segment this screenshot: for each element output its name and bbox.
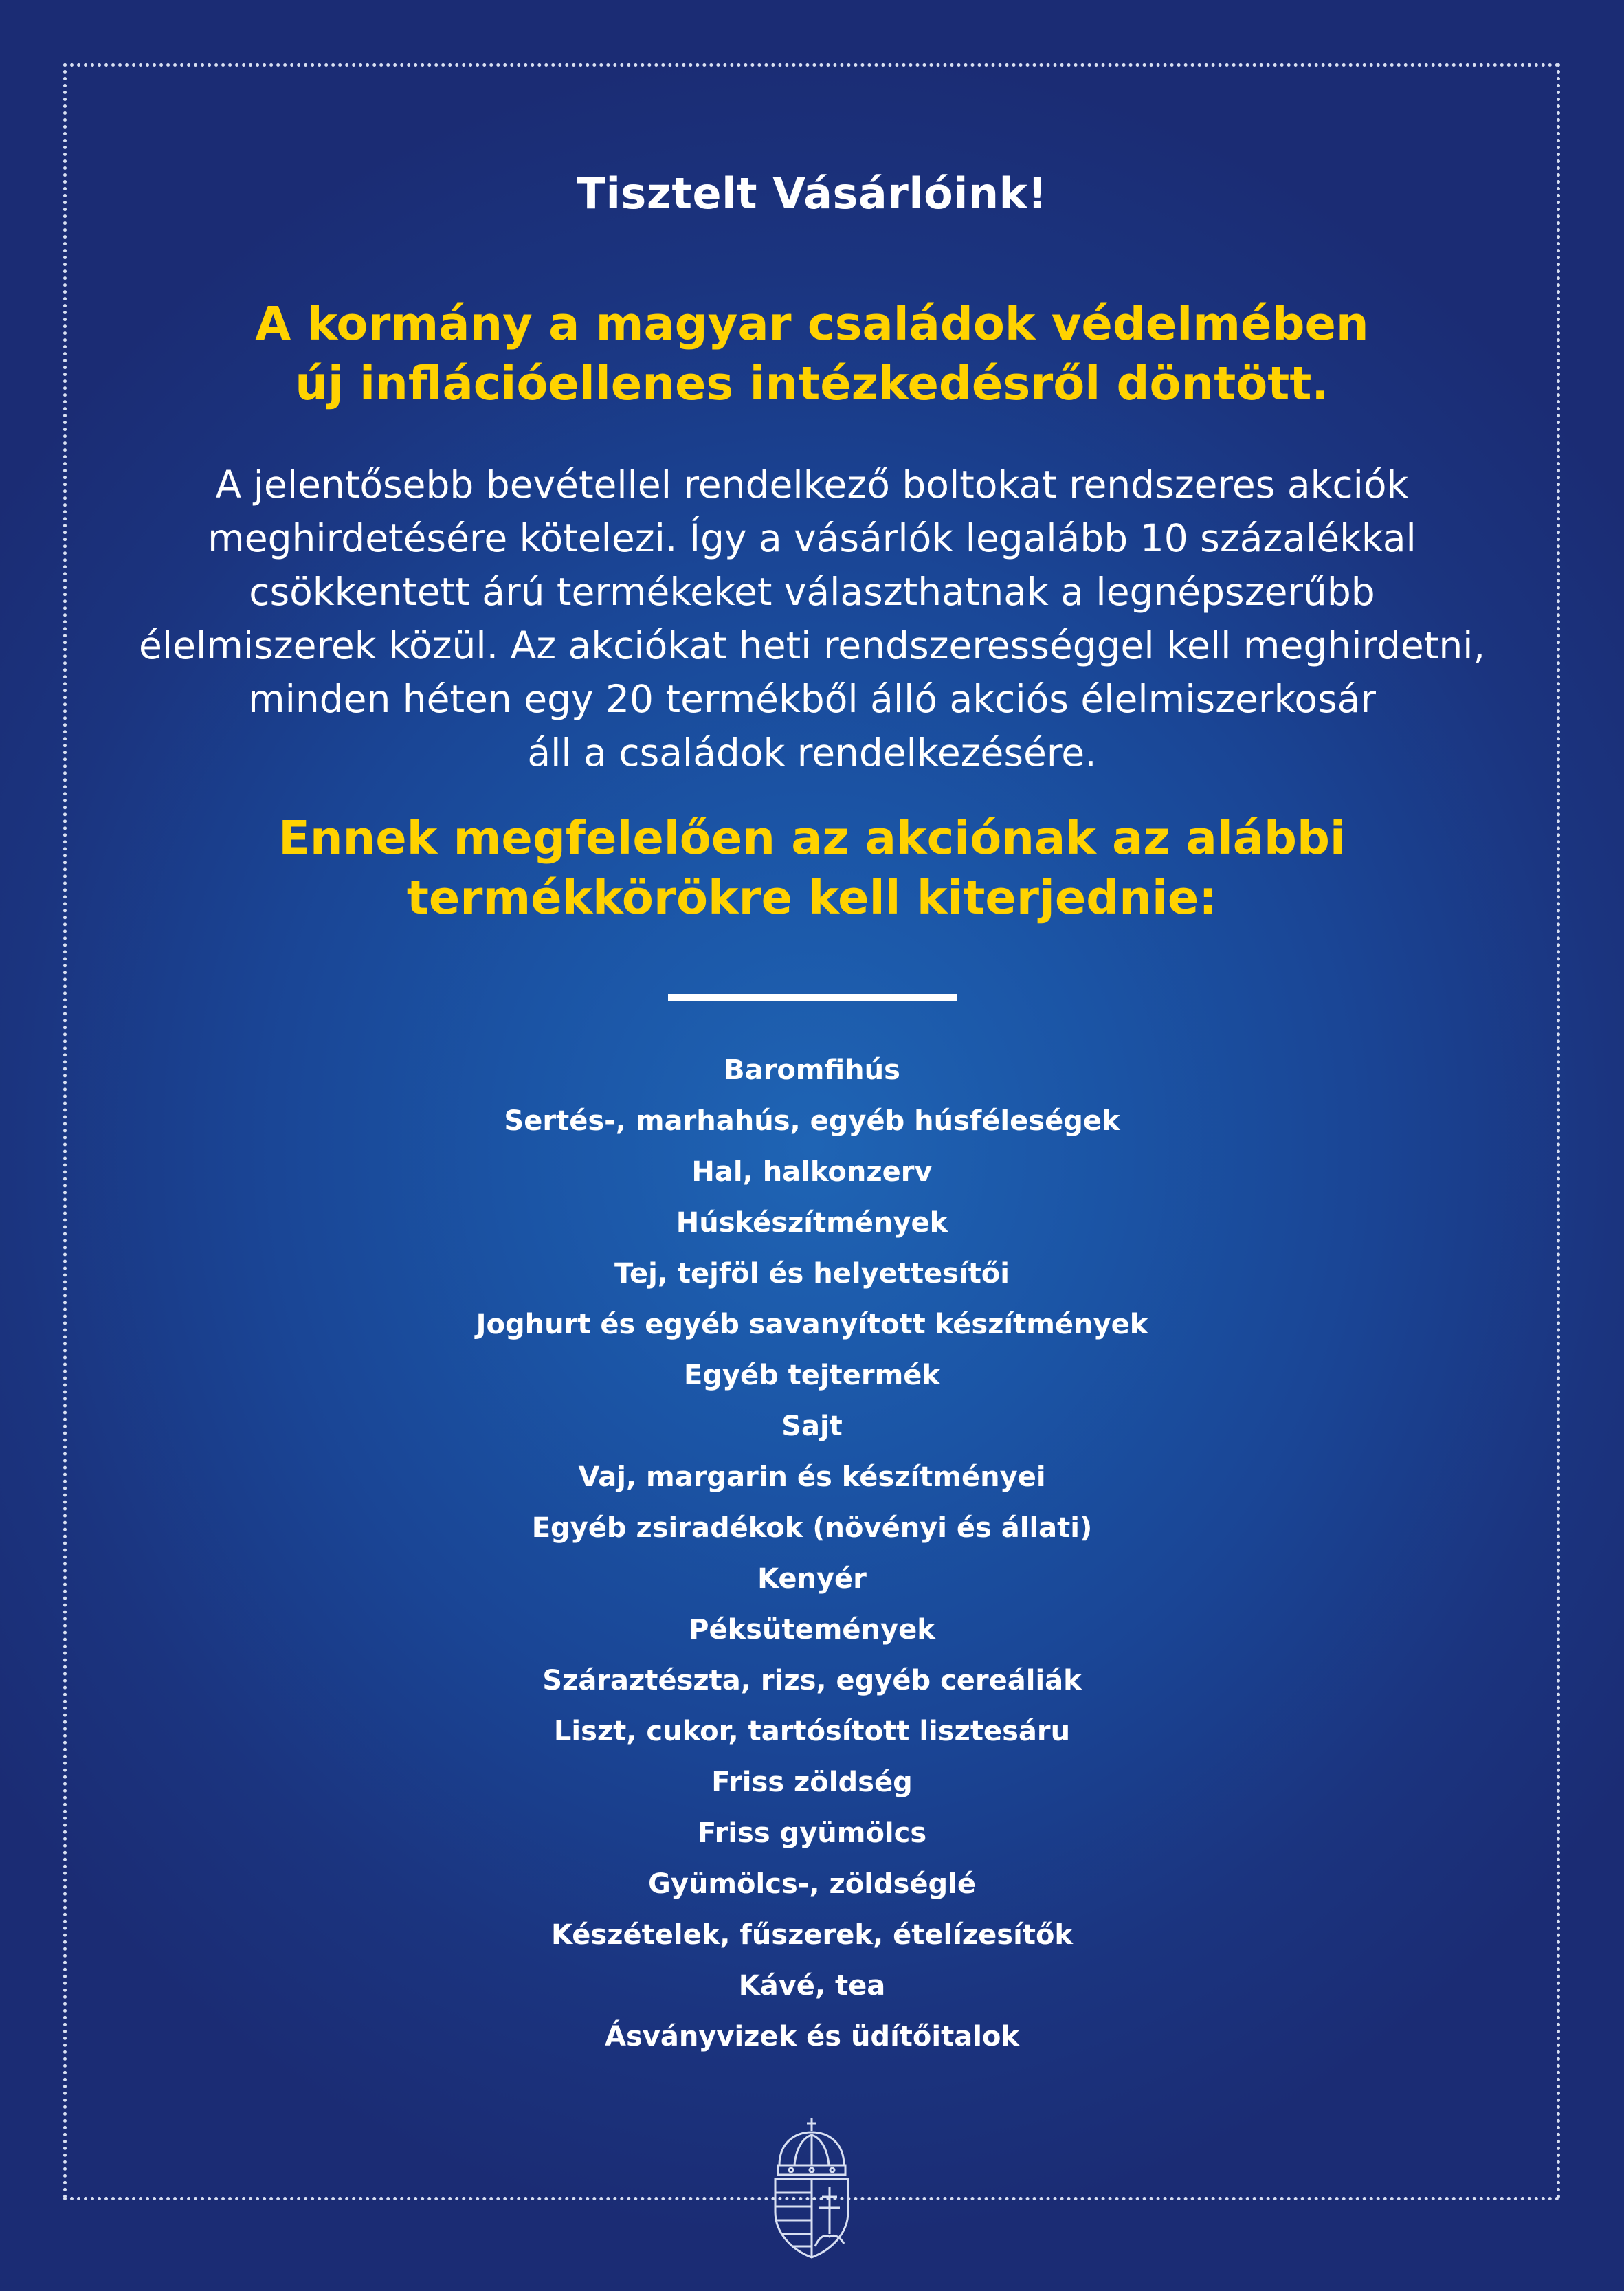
list-item: Kenyér <box>757 1563 867 1595</box>
list-item: Friss gyümölcs <box>697 1817 927 1849</box>
announcement-paragraph <box>0 458 1624 779</box>
list-item: Gyümölcs-, zöldséglé <box>647 1868 976 1900</box>
paragraph-line: minden héten egy 20 termékből álló akciós élelmiszerkosár <box>248 677 1376 721</box>
divider <box>668 994 957 1001</box>
coat-of-arms-icon <box>767 2116 856 2260</box>
list-item: Kávé, tea <box>738 1970 886 2002</box>
paragraph-line: élelmiszerek közül. Az akciókat heti rendszerességgel kell meghirdetni, <box>139 623 1485 667</box>
list-item: Egyéb tejtermék <box>683 1360 941 1391</box>
list-item: Száraztészta, rizs, egyéb cereáliák <box>542 1665 1082 1696</box>
subheadline <box>0 808 1624 928</box>
list-item: Joghurt és egyéb savanyított készítmények <box>476 1309 1148 1340</box>
paragraph-line: A jelentősebb bevétellel rendelkező boltokat rendszeres akciók <box>215 463 1409 507</box>
subheadline-line: termékkörökre kell kiterjednie: <box>406 871 1218 925</box>
list-item: Egyéb zsiradékok (növényi és állati) <box>531 1512 1093 1544</box>
list-item: Tej, tejföl és helyettesítői <box>614 1258 1010 1290</box>
headline-line: új inflációellenes intézkedésről döntött. <box>295 357 1329 410</box>
headline <box>0 294 1624 414</box>
list-item: Húskészítmények <box>676 1207 948 1239</box>
list-item: Ásványvizek és üdítőitalok <box>604 2021 1019 2052</box>
list-item: Sertés-, marhahús, egyéb húsféleségek <box>504 1105 1120 1137</box>
list-item: Baromfihús <box>724 1054 900 1086</box>
list-item: Sajt <box>781 1410 843 1442</box>
paragraph-line: meghirdetésére kötelezi. Így a vásárlók legalább 10 százalékkal <box>208 516 1416 560</box>
list-item: Hal, halkonzerv <box>691 1156 933 1188</box>
list-item: Friss zöldség <box>711 1767 913 1798</box>
list-item: Vaj, margarin és készítményei <box>578 1461 1046 1493</box>
list-item: Liszt, cukor, tartósított lisztesáru <box>553 1716 1071 1747</box>
greeting-title: Tisztelt Vásárlóink! <box>576 168 1048 219</box>
paragraph-line: csökkentett árú termékeket választhatnak a legnépszerűbb <box>249 570 1375 614</box>
product-category-list <box>0 1045 1624 2062</box>
paragraph-line: áll a családok rendelkezésére. <box>527 731 1097 775</box>
list-item: Péksütemények <box>689 1614 935 1646</box>
list-item: Készételek, fűszerek, ételízesítők <box>550 1919 1074 1951</box>
headline-line: A kormány a magyar családok védelmében <box>255 297 1369 351</box>
subheadline-line: Ennek megfelelően az akciónak az alábbi <box>278 811 1346 865</box>
